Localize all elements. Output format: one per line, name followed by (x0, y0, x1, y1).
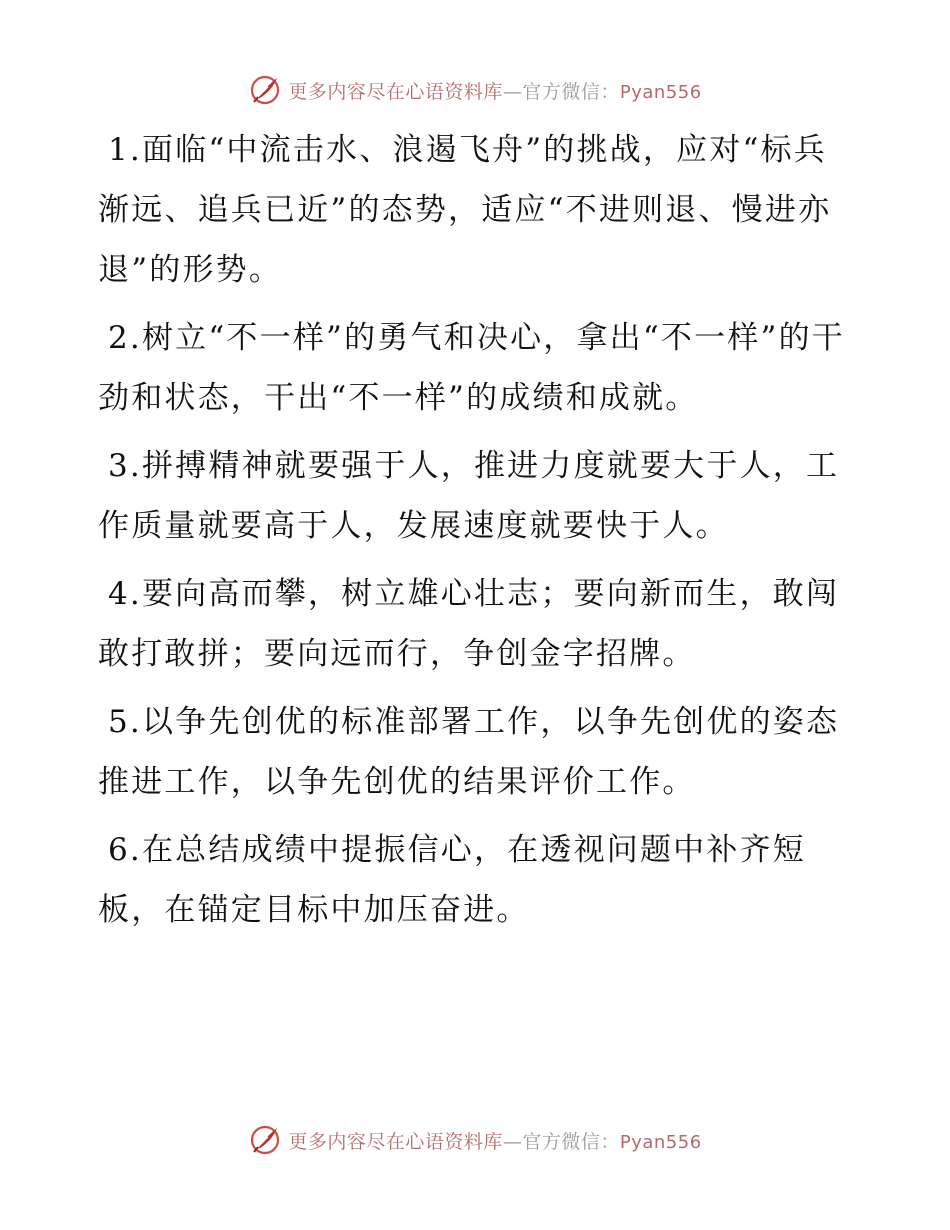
document-body (98, 120, 858, 948)
paragraph-4: 4.要向高而攀，树立雄心壮志；要向新而生，敢闯敢打敢拼；要向远而行，争创金字招牌。 (98, 576, 840, 672)
footer-banner-inner (248, 1123, 701, 1157)
footer-banner-account: Pyan556 (619, 1131, 702, 1153)
header-banner-main: 更多内容尽在心语资料库 (288, 80, 503, 103)
paragraph-2: 2.树立“不一样”的勇气和决心，拿出“不一样”的干劲和状态，干出“不一样”的成绩和成就。 (98, 320, 845, 416)
footer-banner-wechat-label: 官方微信： (522, 1130, 620, 1153)
footer-banner-dash: — (502, 1130, 523, 1153)
red-feather-quill-icon (248, 1123, 282, 1157)
paragraph-6: 6.在总结成绩中提振信心，在透视问题中补齐短板，在锚定目标中加压奋进。 (98, 832, 806, 928)
paragraph-5: 5.以争先创优的标准部署工作，以争先创优的姿态推进工作，以争先创优的结果评价工作。 (98, 704, 840, 800)
header-banner-inner (248, 73, 701, 107)
header-banner-account: Pyan556 (619, 81, 702, 103)
header-banner-wechat-label: 官方微信： (522, 80, 620, 103)
red-feather-quill-icon (248, 73, 282, 107)
footer-banner-main: 更多内容尽在心语资料库 (288, 1130, 503, 1153)
header-banner (0, 70, 950, 110)
paragraph-1: 1.面临“中流击水、浪遏飞舟”的挑战，应对“标兵渐远、追兵已近”的态势，适应“不进则退、慢进亦退”的形势。 (98, 132, 832, 288)
footer-banner (0, 1120, 950, 1160)
footer-banner-text (288, 1127, 701, 1154)
paragraph-3: 3.拼搏精神就要强于人，推进力度就要大于人，工作质量就要高于人，发展速度就要快于人。 (98, 448, 840, 544)
header-banner-dash: — (502, 80, 523, 103)
header-banner-text (288, 77, 701, 104)
